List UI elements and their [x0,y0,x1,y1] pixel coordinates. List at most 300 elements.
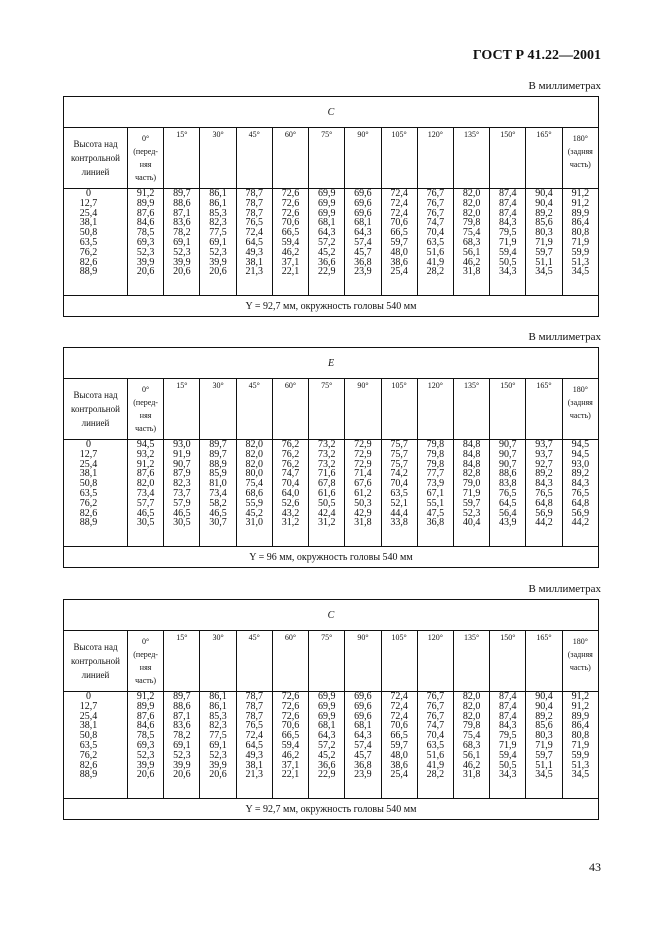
value-column [164,692,200,799]
cell-value: 85,3 [209,207,227,219]
angle-header: 165° [526,379,562,440]
cell-value: 89,9 [136,700,155,712]
height-value: 12,7 [79,197,98,209]
cell-value: 72,9 [354,439,372,450]
value-column [345,440,381,547]
units-label-1: В миллиметрах [528,80,601,92]
angle-header: 75° [309,379,345,440]
cell-value: 51,3 [571,759,590,771]
height-value: 76,2 [79,246,98,258]
cell-value: 75,4 [462,730,481,742]
cell-value: 72,6 [281,710,300,722]
cell-value: 59,4 [499,246,517,258]
height-value: 25,4 [79,710,98,722]
cell-value: 51,3 [571,256,590,268]
angle-header: 15° [164,379,200,440]
value-column [345,189,381,296]
cell-value: 73,7 [173,487,191,499]
cell-value: 21,3 [245,266,264,278]
cell-value: 46,2 [281,246,300,258]
cell-value: 76,2 [281,439,300,450]
cell-value: 31,8 [462,266,481,278]
cell-value: 68,1 [354,217,372,229]
cell-value: 73,4 [136,487,155,499]
cell-value: 69,6 [354,700,372,712]
cell-value: 69,6 [354,197,372,209]
cell-value: 42,4 [317,507,336,519]
cell-value: 69,1 [209,739,227,751]
cell-value: 72,6 [281,197,300,209]
cell-value: 78,7 [245,710,264,722]
cell-value: 82,0 [462,691,481,702]
height-value: 0 [86,691,91,702]
angle-header: 45° [236,379,272,440]
cell-value: 39,9 [173,256,191,268]
cell-value: 82,0 [462,700,481,712]
cell-value: 72,4 [390,197,408,209]
cell-value: 87,4 [499,700,517,712]
cell-value: 84,3 [499,217,517,229]
cell-value: 59,7 [535,246,553,258]
height-value: 88,9 [79,769,98,781]
cell-value: 50,3 [354,497,372,509]
heights-cell [64,692,128,799]
cell-value: 76,5 [499,487,517,499]
cell-value: 51,6 [426,246,445,258]
height-value: 12,7 [79,700,98,712]
cell-value: 90,4 [535,691,553,702]
value-column [490,189,526,296]
angle-header: 0° (перед- няя часть) [128,379,164,440]
cell-value: 57,7 [136,497,155,509]
cell-value: 40,4 [462,517,481,529]
value-column [236,692,272,799]
cell-value: 75,4 [245,478,264,490]
cell-value: 69,9 [317,197,336,209]
angle-header: 0° (перед- няя часть) [128,631,164,692]
cell-value: 72,6 [281,188,300,199]
cell-value: 91,2 [571,197,590,209]
value-column [562,189,598,296]
cell-value: 69,3 [136,739,155,751]
cell-value: 90,4 [535,188,553,199]
cell-value: 59,7 [390,739,408,751]
cell-value: 76,2 [281,458,300,470]
cell-value: 83,6 [173,217,191,229]
cell-value: 45,7 [354,749,372,761]
height-value: 38,1 [79,720,98,732]
cell-value: 72,9 [354,458,372,470]
document-header: ГОСТ Р 41.22—2001 [472,48,601,63]
cell-value: 76,5 [535,487,553,499]
angle-header: 30° [200,631,236,692]
cell-value: 36,6 [317,759,336,771]
cell-value: 67,6 [354,478,372,490]
cell-value: 84,6 [136,217,155,229]
cell-value: 90,7 [173,458,191,470]
cell-value: 87,4 [499,207,517,219]
height-value: 0 [86,439,91,450]
angle-header: 165° [526,128,562,189]
angle-header: 45° [236,631,272,692]
cell-value: 93,0 [571,458,590,470]
cell-value: 69,6 [354,188,372,199]
cell-value: 79,5 [499,730,517,742]
cell-value: 67,8 [317,478,336,490]
cell-value: 87,6 [136,710,155,722]
cell-value: 48,0 [390,246,408,258]
value-column [417,189,453,296]
angle-header: 90° [345,379,381,440]
page-number: 43 [589,860,601,874]
cell-value: 84,3 [571,478,590,490]
cell-value: 39,9 [173,759,191,771]
cell-value: 48,0 [390,749,408,761]
angle-header: 180° (задняя часть) [562,128,598,189]
cell-value: 72,6 [281,691,300,702]
cell-value: 52,3 [462,507,481,519]
cell-value: 84,8 [462,439,481,450]
cell-value: 72,4 [245,730,264,742]
cell-value: 20,6 [136,769,155,781]
cell-value: 87,4 [499,188,517,199]
angle-header: 120° [417,128,453,189]
table-footer-row [64,799,599,820]
cell-value: 44,2 [535,517,553,529]
cell-value: 84,6 [136,720,155,732]
cell-value: 79,0 [462,478,481,490]
cell-value: 66,5 [281,227,300,239]
heights-cell [64,189,128,296]
cell-value: 69,6 [354,710,372,722]
cell-value: 89,2 [571,468,590,480]
height-value: 82,6 [79,759,98,771]
cell-value: 74,7 [426,217,445,229]
cell-value: 68,3 [462,236,481,248]
cell-value: 52,3 [136,246,155,258]
value-column [236,189,272,296]
cell-value: 57,4 [354,236,372,248]
cell-value: 46,5 [136,507,155,519]
cell-value: 79,8 [426,439,445,450]
cell-value: 45,2 [317,246,336,258]
cell-value: 82,0 [462,207,481,219]
cell-value: 63,5 [426,739,445,751]
cell-value: 38,1 [245,759,264,771]
cell-value: 57,2 [317,236,336,248]
cell-value: 72,9 [354,448,372,460]
cell-value: 68,1 [317,720,336,732]
cell-value: 90,7 [499,448,517,460]
value-column [200,189,236,296]
cell-value: 31,2 [317,517,336,529]
cell-value: 20,6 [136,266,155,278]
table-3 [63,599,599,820]
height-value: 63,5 [79,487,98,499]
cell-value: 77,5 [209,227,227,239]
cell-value: 76,5 [571,487,590,499]
cell-value: 57,2 [317,739,336,751]
cell-value: 69,1 [173,739,191,751]
cell-value: 87,4 [499,710,517,722]
cell-value: 87,1 [173,710,191,722]
cell-value: 22,1 [281,769,300,781]
cell-value: 76,2 [281,448,300,460]
cell-value: 89,7 [209,439,227,450]
cell-value: 59,7 [462,497,481,509]
angle-header: 120° [417,379,453,440]
cell-value: 72,4 [390,188,408,199]
cell-value: 71,4 [354,468,372,480]
cell-value: 64,8 [571,497,590,509]
cell-value: 66,5 [390,730,408,742]
value-column [128,189,164,296]
cell-value: 45,2 [317,749,336,761]
angle-header: 105° [381,631,417,692]
cell-value: 23,9 [354,266,372,278]
table-title-row [64,97,599,128]
height-value: 76,2 [79,497,98,509]
cell-value: 69,9 [317,188,336,199]
cell-value: 91,2 [571,700,590,712]
cell-value: 78,2 [173,730,191,742]
cell-value: 76,7 [426,197,445,209]
cell-value: 87,6 [136,207,155,219]
cell-value: 84,8 [462,458,481,470]
cell-value: 71,9 [535,236,553,248]
cell-value: 22,9 [317,266,336,278]
cell-value: 73,9 [426,478,445,490]
angle-header: 15° [164,128,200,189]
cell-value: 83,8 [499,478,517,490]
cell-value: 66,5 [281,730,300,742]
cell-value: 20,6 [209,769,227,781]
cell-value: 57,4 [354,739,372,751]
cell-value: 90,7 [499,439,517,450]
cell-value: 70,6 [281,217,300,229]
cell-value: 70,6 [390,217,408,229]
cell-value: 25,4 [390,266,408,278]
cell-value: 88,9 [209,458,227,470]
table-title: C [64,97,599,128]
cell-value: 50,5 [499,759,517,771]
cell-value: 76,7 [426,691,445,702]
cell-value: 79,5 [499,227,517,239]
cell-value: 38,6 [390,256,408,268]
cell-value: 82,8 [462,468,481,480]
table-title: E [64,348,599,379]
cell-value: 89,9 [136,197,155,209]
cell-value: 39,9 [136,256,155,268]
cell-value: 46,2 [281,749,300,761]
cell-value: 87,9 [173,468,191,480]
angle-header: 105° [381,379,417,440]
cell-value: 52,1 [390,497,408,509]
cell-value: 46,5 [209,507,227,519]
height-value: 50,8 [79,478,98,490]
cell-value: 69,6 [354,207,372,219]
value-column [417,692,453,799]
cell-value: 25,4 [390,769,408,781]
height-value: 82,6 [79,507,98,519]
cell-value: 55,1 [426,497,445,509]
cell-value: 63,5 [390,487,408,499]
cell-value: 38,6 [390,759,408,771]
angle-header: 60° [272,128,308,189]
angle-header: 165° [526,631,562,692]
cell-value: 78,7 [245,188,264,199]
cell-value: 31,0 [245,517,264,529]
cell-value: 42,9 [354,507,372,519]
cell-value: 75,7 [390,458,408,470]
cell-value: 64,3 [354,227,372,239]
cell-value: 91,2 [136,691,155,702]
cell-value: 85,6 [535,217,553,229]
angle-header: 15° [164,631,200,692]
cell-value: 44,2 [571,517,590,529]
cell-value: 82,0 [245,439,264,450]
cell-value: 49,3 [245,246,264,258]
value-column [562,692,598,799]
cell-value: 86,1 [209,188,227,199]
cell-value: 20,6 [209,266,227,278]
height-value: 50,8 [79,730,98,742]
cell-value: 80,8 [571,227,590,239]
cell-value: 73,4 [209,487,227,499]
angle-header: 135° [453,631,489,692]
cell-value: 72,6 [281,700,300,712]
cell-value: 84,3 [535,478,553,490]
cell-value: 78,5 [136,227,155,239]
cell-value: 64,5 [499,497,517,509]
cell-value: 72,4 [390,710,408,722]
cell-value: 80,3 [535,730,553,742]
cell-value: 59,7 [390,236,408,248]
height-value: 88,9 [79,517,98,529]
cell-value: 66,5 [390,227,408,239]
cell-value: 93,2 [136,448,155,460]
cell-value: 33,8 [390,517,408,529]
value-column [236,440,272,547]
cell-value: 91,2 [571,691,590,702]
height-value: 12,7 [79,448,98,460]
cell-value: 69,1 [173,236,191,248]
value-column [490,692,526,799]
value-column [128,440,164,547]
cell-value: 85,3 [209,710,227,722]
cell-value: 64,0 [281,487,300,499]
cell-value: 72,4 [390,691,408,702]
cell-value: 90,4 [535,700,553,712]
cell-value: 90,7 [499,458,517,470]
cell-value: 56,9 [571,507,590,519]
cell-value: 57,9 [173,497,191,509]
cell-value: 50,5 [499,256,517,268]
cell-value: 89,9 [571,207,590,219]
cell-value: 46,5 [173,507,191,519]
cell-value: 81,0 [209,478,227,490]
cell-value: 78,7 [245,700,264,712]
cell-value: 89,2 [535,207,553,219]
cell-value: 80,8 [571,730,590,742]
cell-value: 34,5 [571,266,590,278]
cell-value: 22,1 [281,266,300,278]
value-column [200,440,236,547]
cell-value: 88,6 [173,700,191,712]
cell-value: 76,7 [426,188,445,199]
cell-value: 31,8 [354,517,372,529]
cell-value: 45,2 [245,507,264,519]
cell-value: 52,3 [209,246,227,258]
cell-value: 71,9 [499,739,517,751]
angle-header: 0° (перед- няя часть) [128,128,164,189]
data-row [64,440,599,547]
cell-value: 37,1 [281,256,300,268]
cell-value: 91,2 [571,188,590,199]
cell-value: 36,8 [354,256,372,268]
cell-value: 28,2 [426,769,445,781]
cell-value: 76,5 [245,217,264,229]
column-header-row [64,379,599,440]
heights-cell [64,440,128,547]
cell-value: 93,7 [535,448,553,460]
cell-value: 93,7 [535,439,553,450]
value-column [453,440,489,547]
value-column [309,440,345,547]
height-value: 63,5 [79,236,98,248]
cell-value: 79,8 [426,448,445,460]
table-title-row [64,600,599,631]
cell-value: 77,5 [209,730,227,742]
cell-value: 82,3 [209,217,227,229]
cell-value: 80,0 [245,468,264,480]
angle-header: 135° [453,128,489,189]
cell-value: 78,5 [136,730,155,742]
cell-value: 70,4 [390,478,408,490]
cell-value: 73,2 [317,458,336,470]
cell-value: 85,9 [209,468,227,480]
height-value: 82,6 [79,256,98,268]
cell-value: 68,6 [245,487,264,499]
cell-value: 61,6 [317,487,336,499]
angle-header: 30° [200,128,236,189]
cell-value: 69,9 [317,207,336,219]
cell-value: 84,8 [462,448,481,460]
height-column-header: Высота над контрольной линией [64,379,128,440]
cell-value: 76,7 [426,710,445,722]
cell-value: 94,5 [571,439,590,450]
units-label-2: В миллиметрах [528,331,601,343]
cell-value: 82,3 [209,720,227,732]
cell-value: 75,4 [462,227,481,239]
cell-value: 75,7 [390,448,408,460]
cell-value: 56,4 [499,507,517,519]
cell-value: 56,1 [462,246,481,258]
cell-value: 50,5 [317,497,336,509]
cell-value: 69,1 [209,236,227,248]
cell-value: 30,5 [136,517,155,529]
cell-value: 69,9 [317,691,336,702]
cell-value: 20,6 [173,266,191,278]
cell-value: 64,8 [535,497,553,509]
angle-header: 150° [490,128,526,189]
cell-value: 37,1 [281,759,300,771]
cell-value: 30,7 [209,517,227,529]
cell-value: 91,2 [136,458,155,470]
cell-value: 83,6 [173,720,191,732]
height-value: 38,1 [79,468,98,480]
cell-value: 31,8 [462,769,481,781]
